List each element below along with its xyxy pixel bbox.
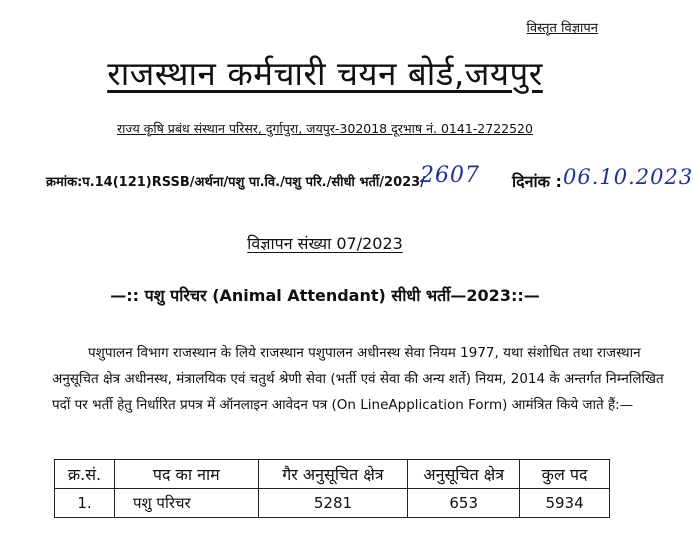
handwritten-date: 06.10.2023 (563, 165, 693, 189)
handwritten-reference-number: 2607 (420, 163, 480, 188)
header-total-posts: कुल पद (520, 460, 610, 489)
intro-line: पदों पर भर्ती हेतु निर्धारित प्रपत्र में ऑनलाइन आवेदन पत्र (On LineApplication Form) आमंत्रित किये जाते हैं:— (52, 397, 634, 413)
intro-line: अनुसूचित क्षेत्र अधीनस्थ, मंत्रालयिक एवं चतुर्थ श्रेणी सेवा (भर्ती एवं सेवा की अन्य शर्ते) नियम, 2014 के अन्तर्गत निम्नलिखित (52, 371, 664, 387)
advertisement-number: विज्ञापन संख्या 07/2023 (247, 234, 403, 253)
organization-title: राजस्थान कर्मचारी चयन बोर्ड,जयपुर (107, 54, 543, 93)
reference-number: क्रमांक:प.14(121)RSSB/अर्थना/पशु पा.वि./पशु परि./सीधी भर्ती/2023/ (46, 175, 425, 190)
table-header-row (55, 460, 610, 489)
organization-address: राज्य कृषि प्रबंध संस्थान परिसर, दुर्गापुरा, जयपुर-302018 दूरभाष नं. 0141-2722520 (117, 121, 533, 136)
cell-scheduled-count: 653 (408, 489, 520, 518)
table-row (55, 489, 610, 518)
header-serial: क्र.सं. (55, 460, 115, 489)
post-title: —:: पशु परिचर (Animal Attendant) सीधी भर्ती—2023::— (110, 286, 540, 305)
cell-non-scheduled-count: 5281 (258, 489, 408, 518)
intro-line: पशुपालन विभाग राजस्थान के लिये राजस्थान पशुपालन अधीनस्थ सेवा नियम 1977, यथा संशोधित तथा राजस्थान (88, 345, 641, 361)
date-label: दिनांक : (512, 172, 562, 191)
intro-paragraph (52, 340, 664, 418)
cell-total-count: 5934 (520, 489, 610, 518)
header-non-scheduled-area: गैर अनुसूचित क्षेत्र (258, 460, 408, 489)
posts-table (54, 459, 610, 518)
detailed-advertisement-label: विस्तृत विज्ञापन (526, 21, 598, 36)
header-scheduled-area: अनुसूचित क्षेत्र (408, 460, 520, 489)
header-post-name: पद का नाम (114, 460, 258, 489)
cell-serial: 1. (55, 489, 115, 518)
cell-post-name: पशु परिचर (114, 489, 258, 518)
